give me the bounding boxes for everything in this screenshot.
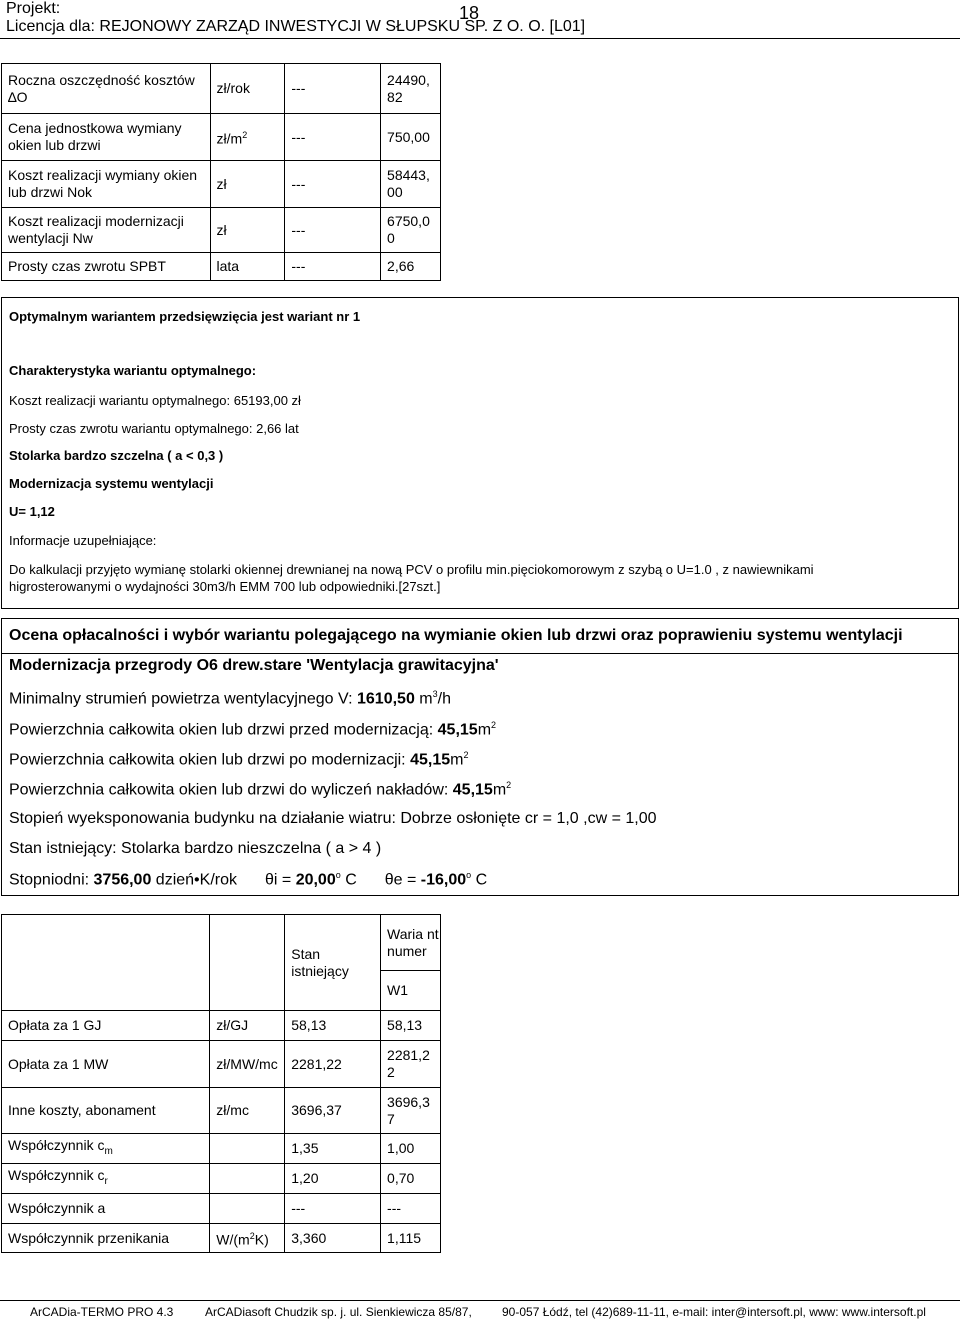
- row-unit: zł/mc: [210, 1088, 285, 1134]
- optimal-variant-box: [1, 297, 959, 609]
- assessment-box: [1, 618, 959, 896]
- air-flow-value: 1610,50: [357, 690, 415, 708]
- label-text: Współczynnik c: [8, 1167, 105, 1184]
- table-row: [2, 1041, 441, 1088]
- cost-coefficients-table: [1, 914, 441, 1253]
- footer-company: ArCADiasoft Chudzik sp. j. ul. Sienkiewicza 85/87,: [205, 1305, 472, 1319]
- optimal-payback: Prosty czas zwrotu wariantu optymalnego: 2,66 lat: [9, 421, 299, 436]
- table-row: [2, 1088, 441, 1134]
- row-unit: zł/GJ: [210, 1011, 285, 1041]
- ti-label: θi =: [265, 871, 296, 889]
- existing-state: Stan istniejący: Stolarka bardzo nieszczelna ( a > 4 ): [9, 840, 382, 857]
- table-row: [2, 1164, 441, 1194]
- row-variant: 2281,2 2: [381, 1041, 441, 1088]
- row-existing: 2281,22: [285, 1041, 381, 1088]
- ti-unit: C: [340, 871, 357, 889]
- row-unit: [210, 1164, 285, 1194]
- area-after-label: Powierzchnia całkowita okien lub drzwi po modernizacji:: [9, 751, 411, 769]
- label-sub: r: [104, 1175, 108, 1187]
- row-label: Koszt realizacji modernizacji wentylacji Nw: [2, 208, 211, 253]
- assessment-subtitle: Modernizacja przegrody O6 drew.stare 'Wentylacja grawitacyjna': [9, 657, 499, 674]
- row-unit: [210, 1224, 285, 1253]
- area-unit: m: [450, 751, 464, 769]
- row-existing: 58,13: [285, 1011, 381, 1041]
- col-existing-header: Stan istniejący: [285, 915, 381, 1011]
- table-row: [2, 253, 441, 281]
- unit-tail: K): [254, 1231, 269, 1248]
- row-variant: 3696,3 7: [381, 1088, 441, 1134]
- row-unit: zł/rok: [210, 64, 285, 114]
- area-unit: m: [477, 721, 492, 739]
- te-unit: C: [471, 871, 488, 889]
- row-variant: ---: [381, 1194, 441, 1224]
- unit-text: W/(m: [216, 1231, 250, 1248]
- characteristics-title: Charakterystyka wariantu optymalnego:: [9, 363, 257, 378]
- row-value: 2,66: [381, 253, 441, 281]
- area-after-value: 45,15: [410, 751, 451, 769]
- row-label: [2, 1164, 210, 1194]
- table-row: [2, 161, 441, 208]
- row-existing: ---: [285, 253, 381, 281]
- table-row: [2, 1134, 441, 1164]
- row-label: Koszt realizacji wymiany okien lub drzwi Nok: [2, 161, 211, 208]
- degree-sup: o: [335, 870, 341, 880]
- table-row: [2, 1224, 441, 1253]
- wind-exposure: Stopień wyeksponowania budynku na działanie wiatru: Dobrze osłonięte cr = 1,0 ,cw = 1,00: [9, 810, 657, 827]
- air-flow-tail: /h: [437, 690, 451, 708]
- table-row: [2, 114, 441, 161]
- label-sub: m: [104, 1145, 113, 1157]
- degree-days-value: 3756,00: [93, 871, 152, 889]
- te-value: -16,00: [420, 871, 467, 889]
- row-existing: ---: [285, 208, 381, 253]
- table-header-row: [2, 915, 441, 971]
- unit-sup: 2: [249, 1230, 255, 1241]
- degree-sup: o: [466, 870, 472, 880]
- u-value: U= 1,12: [9, 504, 55, 519]
- row-variant: 0,70: [381, 1164, 441, 1194]
- table-row: [2, 64, 441, 114]
- area-cost-label: Powierzchnia całkowita okien lub drzwi do wyliczeń nakładów:: [9, 781, 453, 799]
- footer-address: 90-057 Łódź, tel (42)689-11-11, e-mail: inter@intersoft.pl, www: www.intersoft.pl: [502, 1305, 926, 1319]
- col-variant-header: Waria nt numer: [381, 915, 441, 971]
- area-before-value: 45,15: [437, 721, 478, 739]
- optimal-variant-text: Optymalnym wariantem przedsięwzięcia jest wariant nr 1: [9, 309, 361, 324]
- air-flow-sup: 3: [432, 689, 438, 699]
- row-label: Prosty czas zwrotu SPBT: [2, 253, 211, 281]
- table-row: [2, 1011, 441, 1041]
- row-value: 24490, 82: [381, 64, 441, 114]
- ti-value: 20,00: [295, 871, 336, 889]
- info-line-1: Do kalkulacji przyjęto wymianę stolarki okiennej drewnianej na nową PCV o profilu min.pięciokomorowym z szybą o U=1.0 , z nawiewnikami: [9, 562, 814, 577]
- area-unit: m: [492, 781, 507, 799]
- row-variant: 1,115: [381, 1224, 441, 1253]
- row-existing: 3696,37: [285, 1088, 381, 1134]
- area-before-label: Powierzchnia całkowita okien lub drzwi przed modernizacją:: [9, 721, 438, 739]
- row-unit: [210, 114, 285, 161]
- row-label: Opłata za 1 MW: [2, 1041, 210, 1088]
- row-unit: zł/MW/mc: [210, 1041, 285, 1088]
- row-label: Opłata za 1 GJ: [2, 1011, 210, 1041]
- ventilation-modernization: Modernizacja systemu wentylacji: [9, 476, 214, 491]
- row-existing: ---: [285, 1194, 381, 1224]
- window-state: Stolarka bardzo szczelna ( a < 0,3 ): [9, 448, 224, 463]
- header-divider: [0, 38, 960, 39]
- row-existing: ---: [285, 161, 381, 208]
- area-sup: 2: [506, 780, 512, 790]
- variant-id: W1: [381, 971, 441, 1011]
- header-projekt: Projekt:: [6, 0, 61, 17]
- row-label: Współczynnik przenikania: [2, 1224, 210, 1253]
- row-label: Współczynnik a: [2, 1194, 210, 1224]
- table-row: [2, 1194, 441, 1224]
- area-cost-value: 45,15: [452, 781, 493, 799]
- degree-days-unit: dzień•K/rok: [151, 871, 237, 889]
- row-variant: 1,00: [381, 1134, 441, 1164]
- unit-text: zł/m: [216, 130, 243, 147]
- info-line-2: higrosterowanymi o wydajności 30m3/h EMM 700 lub odpowiedniki.[27szt.]: [9, 579, 441, 594]
- footer-software: ArCADia-TERMO PRO 4.3: [30, 1305, 174, 1319]
- unit-sup: 2: [242, 129, 248, 140]
- area-before-line: [9, 720, 496, 739]
- area-sup: 2: [463, 750, 469, 760]
- optimal-cost: Koszt realizacji wariantu optymalnego: 65193,00 zł: [9, 393, 301, 408]
- row-label: Inne koszty, abonament: [2, 1088, 210, 1134]
- row-variant: 58,13: [381, 1011, 441, 1041]
- degree-days-label: Stopniodni:: [9, 871, 94, 889]
- row-unit: lata: [210, 253, 285, 281]
- row-unit: [210, 1194, 285, 1224]
- area-after-line: [9, 750, 468, 769]
- row-label: Roczna oszczędność kosztów ∆O: [2, 64, 211, 114]
- row-existing: 3,360: [285, 1224, 381, 1253]
- table-row: [2, 208, 441, 253]
- air-flow-unit: m: [414, 690, 433, 708]
- row-label: Cena jednostkowa wymiany okien lub drzwi: [2, 114, 211, 161]
- area-cost-line: [9, 780, 511, 799]
- page-number: 18: [459, 3, 480, 23]
- savings-table: [1, 63, 441, 281]
- row-unit: [210, 1134, 285, 1164]
- degree-days-line: [9, 870, 487, 889]
- assessment-title: Ocena opłacalności i wybór wariantu polegającego na wymianie okien lub drzwi oraz poprawieniu systemu wentylacji: [2, 627, 958, 654]
- area-sup: 2: [491, 720, 497, 730]
- row-label: [2, 1134, 210, 1164]
- te-label: θe =: [384, 871, 421, 889]
- row-unit: zł: [210, 161, 285, 208]
- footer-divider: [0, 1300, 960, 1301]
- row-existing: 1,35: [285, 1134, 381, 1164]
- row-existing: 1,20: [285, 1164, 381, 1194]
- row-value: 750,00: [381, 114, 441, 161]
- row-existing: ---: [285, 114, 381, 161]
- air-flow-label: Minimalny strumień powietrza wentylacyjnego V:: [9, 690, 357, 708]
- info-title: Informacje uzupełniające:: [9, 533, 157, 548]
- row-value: 6750,0 0: [381, 208, 441, 253]
- row-unit: zł: [210, 208, 285, 253]
- header-license: Licencja dla: REJONOWY ZARZĄD INWESTYCJI W SŁUPSKU SP. Z O. O. [L01]: [6, 18, 586, 35]
- air-flow-line: [9, 689, 451, 708]
- row-value: 58443, 00: [381, 161, 441, 208]
- label-text: Współczynnik c: [8, 1137, 105, 1154]
- row-existing: ---: [285, 64, 381, 114]
